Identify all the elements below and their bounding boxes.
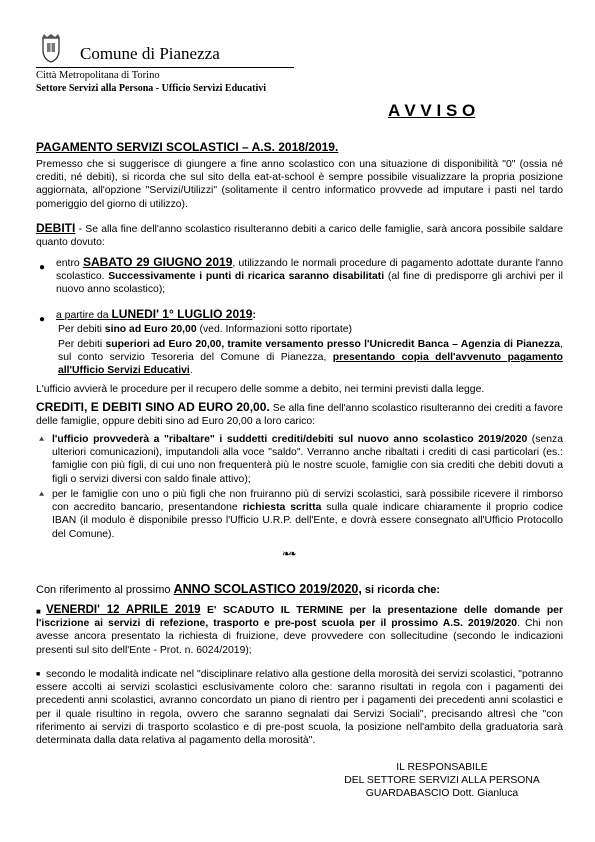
text: sulla quale indicare chiaramente il proprio codice IBAN (il modulo è disponibile presso l'Ufficio U.R.P. dell'Ente, e dovrà essere consegnato all'Ufficio Protocollo del Comune). <box>52 502 563 540</box>
text: (ved. Informazioni sotto riportate) <box>196 324 352 335</box>
deadline-date: SABATO 29 GIUGNO 2019 <box>82 255 233 269</box>
text: , sul conto servizio Tesoreria del Comune di Pianezza, <box>58 339 563 364</box>
text-bold: l'ufficio provvederà a "ribaltare" i suddetti crediti/debiti sul nuovo anno scolastico 2019/2020 <box>52 434 528 445</box>
crediti-item-2 <box>52 488 563 541</box>
crediti-paragraph <box>36 401 563 428</box>
debiti-item-2-line-2 <box>58 338 563 378</box>
debiti-item-2-heading <box>56 308 563 322</box>
next-year-intro <box>36 583 563 597</box>
colon: : <box>252 310 256 321</box>
header-divider <box>36 67 294 68</box>
office-name: Settore Servizi alla Persona - Ufficio Servizi Educativi <box>36 83 267 94</box>
intro-paragraph: Premesso che si suggerisce di giungere a fine anno scolastico con una situazione di disponibilità "0" (ossia né crediti, né debiti), si ricorda che sul sito della eat-at-school è sempre possibile visualizzare la propria posizione aggiornata, all'opzione "Servizi/Utilizzi" (solitamente il centro informatico provvede ad imputare i pasti nel tardo pomeriggio del giorno di utilizzo). <box>36 159 563 210</box>
text-bold: richiesta scritta <box>242 502 322 514</box>
debiti-closing: L'ufficio avvierà le procedure per il recupero delle somme a debito, nei termini previsti dalla legge. <box>36 384 485 395</box>
text: si ricorda che: <box>361 584 441 596</box>
notice-subject: PAGAMENTO SERVIZI SCOLASTICI – A.S. 2018/2019. <box>36 140 339 154</box>
metro-name: Città Metropolitana di Torino <box>36 70 160 81</box>
school-year: ANNO SCOLASTICO 2019/2020, <box>173 582 362 596</box>
crediti-item-1 <box>52 433 563 486</box>
debiti-item-2-line-1 <box>58 323 563 336</box>
item-prefix: entro <box>56 258 83 269</box>
debiti-label: DEBITI <box>36 221 76 235</box>
text: . <box>189 365 193 377</box>
debiti-item-1 <box>56 256 563 297</box>
item-end-text: (al fine di predisporre gli archivi per il nuovo anno scolastico); <box>56 271 563 296</box>
crediti-label: CREDITI, E DEBITI SINO AD EURO 20,00. <box>36 400 270 414</box>
text-bold: sino ad Euro 20,00 <box>104 324 197 335</box>
text: Per debiti <box>58 339 106 350</box>
next-year-item-2: secondo le modalità indicate nel "disciplinare relativo alla gestione della morosità dei servizi scolastici, "potranno essere accolti ai servizi scolastici esclusivamente coloro che: saranno risultati in regola con i pagamenti dei precedenti anni scolastici, avranno concordato un piano di rientro per i pagamenti dei precedenti anni scolastici e per il quale risultino in regola, ovvero che saranno segnalati dai Servizi Sociali", precisando altresì che "con riferimento ai servizi di trasporto scolastico e di pre-post scuola, la posizione nell'ambito della graduatoria sarà determinata dalla data relativa al pagamento della morosità". <box>36 669 563 747</box>
signature-name: GUARDABASCIO Dott. Gianluca <box>365 788 519 799</box>
text: per le famiglie con uno o più figli che non fruiranno più di servizi scolastici, sarà possibile ricevere il rimborso con accredito bancario, presentandone <box>52 489 563 514</box>
item-text: , utilizzando le normali procedure di pagamento adottate durante l'anno scolastico. <box>56 258 563 283</box>
square-bullet-icon: ■ <box>36 607 41 616</box>
item-bold-text: Successivamente i punti di ricarica saranno disabilitati <box>108 271 385 283</box>
municipal-crest-icon <box>38 34 64 64</box>
bullet-icon: ● <box>39 262 46 273</box>
ornament-separator: ❧❧ <box>282 549 295 560</box>
text: (senza ulteriori comunicazioni), imputandoli alla voce "saldo". Verranno anche ribaltati i crediti di casi particolari (es.: famiglie con più figli, di cui uno non frequenterà più le nostre scuole, famiglie con sia crediti che debiti dovuti a figli o servizi diversi con saldo finale attivo); <box>52 434 563 485</box>
text: . Chi non avesse ancora presentato la richiesta di fruizione, deve provvedere con sollecitudine (secondo le indicazioni presenti sul sito dell'Ente - Prot. n. 6024/2019); <box>36 618 563 656</box>
text-bold: E' SCADUTO IL TERMINE per la presentazione delle domande per l'iscrizione ai servizi di refezione, trasporto e pre-post scuola per il prossimo A.S. 2019/2020 <box>36 605 564 630</box>
text-bold: superiori ad Euro 20,00, tramite versamento presso l'Unicredit Banca – Agenzia di Pianezza <box>105 339 561 350</box>
debiti-paragraph <box>36 222 563 249</box>
municipality-name: Comune di Pianezza <box>80 44 220 63</box>
notice-title: A V V I S O <box>388 101 476 120</box>
signature-block <box>322 761 562 800</box>
arrow-bullet-icon: ⯅ <box>38 489 46 499</box>
signature-department: DEL SETTORE SERVIZI ALLA PERSONA <box>344 775 540 786</box>
next-year-item-1 <box>36 604 563 657</box>
bullet-icon: ● <box>39 314 46 325</box>
text: Con riferimento al prossimo <box>36 584 174 596</box>
start-date: LUNEDI' 1° LUGLIO 2019 <box>111 307 253 321</box>
text: Per debiti <box>58 324 105 335</box>
signature-title: IL RESPONSABILE <box>396 762 488 773</box>
debiti-text: - Se alla fine dell'anno scolastico risulteranno debiti a carico delle famiglie, sarà ancora possibile saldare quanto dovuto: <box>36 224 563 249</box>
arrow-bullet-icon: ⯅ <box>38 434 46 444</box>
deadline-date: VENERDI' 12 APRILE 2019 <box>46 604 201 616</box>
text-bold-underlined: presentando copia dell'avvenuto pagamento all'Ufficio Servizi Educativi <box>58 352 563 377</box>
square-bullet-icon: ■ <box>36 671 41 678</box>
crediti-text: Se alla fine dell'anno scolastico risulteranno dei crediti a favore delle famiglie, oppure debiti sino ad Euro 20,00 a loro carico: <box>36 403 563 428</box>
item-prefix: a partire da <box>56 310 112 321</box>
